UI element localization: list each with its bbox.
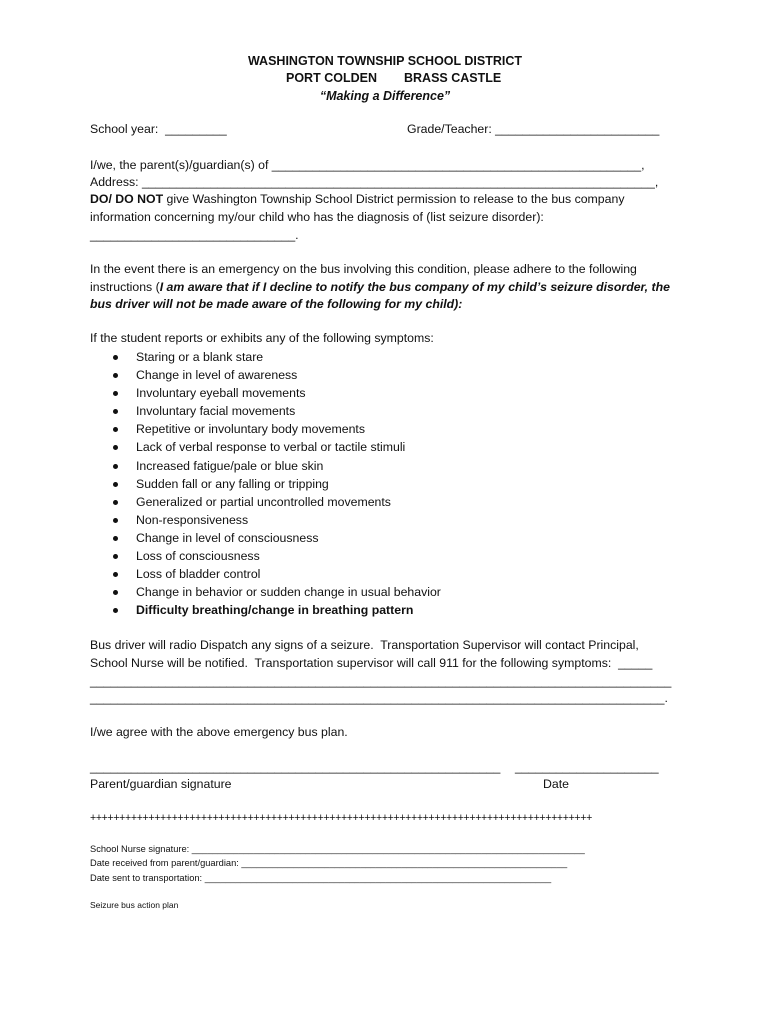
bullet-icon	[113, 409, 118, 414]
symptoms-intro: If the student reports or exhibits any of the following symptoms:	[90, 331, 434, 345]
list-item: Difficulty breathing/change in breathing pattern	[108, 601, 441, 619]
date-label: Date	[543, 777, 569, 791]
list-item: Non-responsiveness	[108, 511, 441, 529]
date-received-field[interactable]: Date received from parent/guardian: _______________________________________________________________	[90, 858, 568, 868]
date-field[interactable]: _____________________	[515, 760, 659, 774]
diagnosis-prompt: information concerning my/our child who has the diagnosis of (list seizure disorder):	[90, 210, 544, 224]
bullet-icon	[113, 608, 118, 613]
parent-guardian-field[interactable]: I/we, the parent(s)/guardian(s) of ______________________________________________________,	[90, 158, 645, 172]
bullet-icon	[113, 518, 118, 523]
do-do-not-option[interactable]: DO/ DO NOT	[90, 192, 164, 206]
list-item: Involuntary eyeball movements	[108, 384, 441, 402]
instructions-line-1: In the event there is an emergency on the bus involving this condition, please adhere to the following	[90, 262, 637, 276]
district-title: WASHINGTON TOWNSHIP SCHOOL DISTRICT	[247, 54, 523, 68]
signature-label: Parent/guardian signature	[90, 777, 232, 791]
permission-statement: DO/ DO NOT give Washington Township School District permission to release to the bus company	[90, 192, 625, 206]
list-item: Change in level of consciousness	[108, 529, 441, 547]
list-item: Loss of consciousness	[108, 547, 441, 565]
school-port-colden: PORT COLDEN	[286, 71, 377, 85]
grade-teacher-field[interactable]: Grade/Teacher: ________________________	[407, 122, 660, 136]
instructions-line-2: instructions (I am aware that if I decline to notify the bus company of my child’s seizure disorder, the	[90, 280, 670, 294]
plus-separator: ++++++++++++++++++++++++++++++++++++++++++++++++++++++++++++++++++++++++++++++++++++++	[90, 812, 592, 824]
list-item: Lack of verbal response to verbal or tactile stimuli	[108, 438, 441, 456]
instructions-line-3: bus driver will not be made aware of the following for my child):	[90, 297, 463, 311]
bullet-icon	[113, 572, 118, 577]
bullet-icon	[113, 554, 118, 559]
bullet-icon	[113, 500, 118, 505]
bullet-icon	[113, 445, 118, 450]
list-item: Involuntary facial movements	[108, 402, 441, 420]
symptoms-911-field-1[interactable]: _____________________________________________________________________________________	[90, 674, 672, 688]
bullet-icon	[113, 373, 118, 378]
nurse-signature-field[interactable]: School Nurse signature: ____________________________________________________________________________	[90, 844, 585, 854]
symptoms-list	[108, 348, 441, 619]
list-item: Sudden fall or any falling or tripping	[108, 475, 441, 493]
dispatch-line-1: Bus driver will radio Dispatch any signs of a seizure. Transportation Supervisor will contact Principal,	[90, 638, 639, 652]
dispatch-line-2[interactable]: School Nurse will be notified. Transportation supervisor will call 911 for the following symptoms: _____	[90, 656, 653, 670]
list-item: Loss of bladder control	[108, 565, 441, 583]
agreement-statement: I/we agree with the above emergency bus plan.	[90, 725, 348, 739]
bullet-icon	[113, 536, 118, 541]
diagnosis-field[interactable]: ______________________________.	[90, 228, 299, 242]
school-year-field[interactable]: School year: _________	[90, 122, 227, 136]
bullet-icon	[113, 464, 118, 469]
list-item: Change in level of awareness	[108, 366, 441, 384]
list-item: Change in behavior or sudden change in usual behavior	[108, 583, 441, 601]
list-item: Increased fatigue/pale or blue skin	[108, 457, 441, 475]
bullet-icon	[113, 391, 118, 396]
address-field[interactable]: Address: ___________________________________________________________________________,	[90, 175, 659, 189]
date-sent-field[interactable]: Date sent to transportation: ___________________________________________________________________	[90, 873, 552, 883]
signature-field[interactable]: ____________________________________________________________	[90, 760, 501, 774]
list-item: Repetitive or involuntary body movements	[108, 420, 441, 438]
bullet-icon	[113, 590, 118, 595]
bullet-icon	[113, 427, 118, 432]
list-item: Generalized or partial uncontrolled movements	[108, 493, 441, 511]
motto: “Making a Difference”	[319, 89, 451, 103]
school-brass-castle: BRASS CASTLE	[404, 71, 502, 85]
list-item: Staring or a blank stare	[108, 348, 441, 366]
footer-label: Seizure bus action plan	[90, 900, 179, 910]
bullet-icon	[113, 355, 118, 360]
symptoms-911-field-2[interactable]: ____________________________________________________________________________________.	[90, 691, 668, 705]
bullet-icon	[113, 482, 118, 487]
